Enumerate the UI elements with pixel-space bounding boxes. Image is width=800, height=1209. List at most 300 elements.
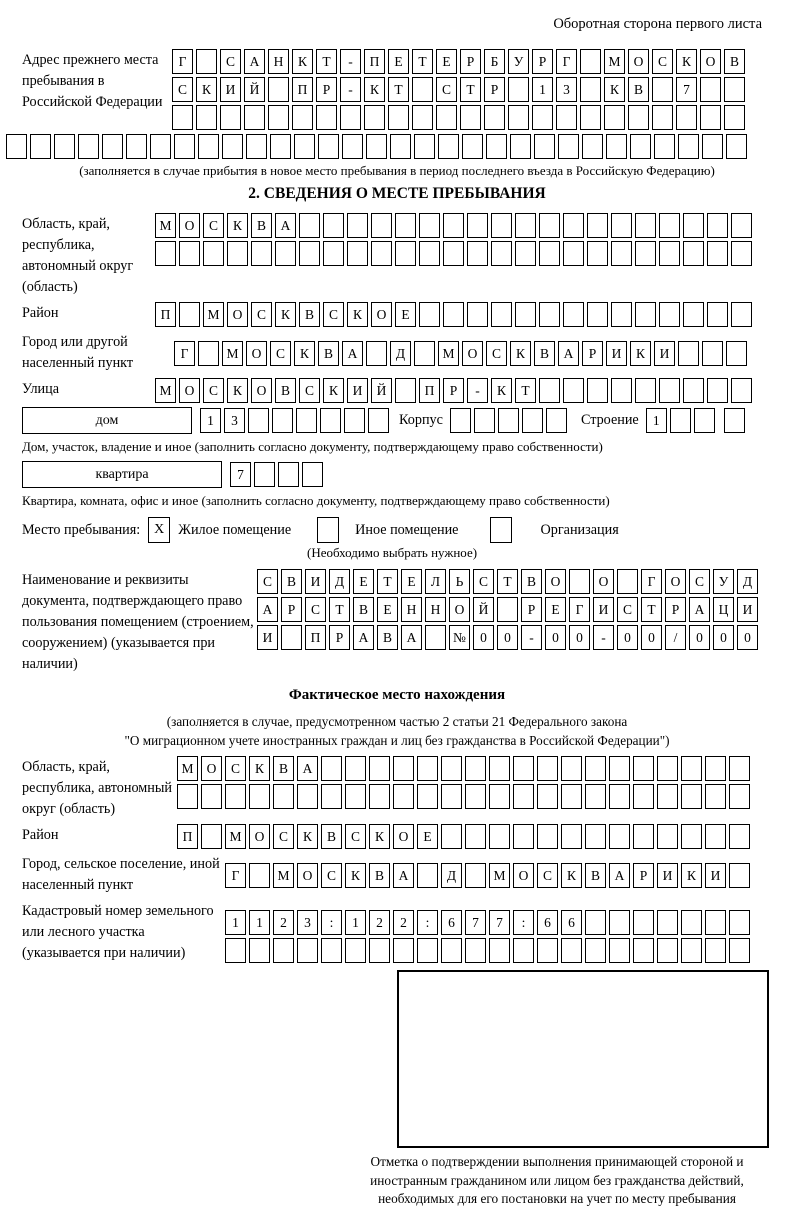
char-cell: [443, 213, 464, 238]
char-cell: [556, 105, 577, 130]
char-cell: [513, 784, 534, 809]
char-cell: [510, 134, 531, 159]
char-cell: [244, 105, 265, 130]
document-row1: [257, 569, 758, 594]
char-cell: [395, 378, 416, 403]
char-cell: [678, 341, 699, 366]
char-cell: Е: [395, 302, 416, 327]
char-cell: С: [537, 863, 558, 888]
char-cell: [724, 105, 745, 130]
option-organization-label: Организация: [540, 521, 619, 538]
char-cell: М: [273, 863, 294, 888]
char-cell: [441, 784, 462, 809]
char-cell: [489, 756, 510, 781]
char-cell: [587, 213, 608, 238]
char-cell: С: [270, 341, 291, 366]
char-cell: П: [177, 824, 198, 849]
char-cell: П: [155, 302, 176, 327]
char-cell: [369, 938, 390, 963]
char-cell: Е: [401, 569, 422, 594]
char-cell: О: [393, 824, 414, 849]
char-cell: [465, 756, 486, 781]
char-cell: Б: [484, 49, 505, 74]
char-cell: [371, 241, 392, 266]
char-cell: [659, 378, 680, 403]
char-cell: [513, 938, 534, 963]
char-cell: [508, 77, 529, 102]
char-cell: [78, 134, 99, 159]
char-cell: [678, 134, 699, 159]
char-cell: М: [155, 378, 176, 403]
char-cell: 0: [617, 625, 638, 650]
char-cell: [635, 213, 656, 238]
char-cell: 1: [646, 408, 667, 433]
char-cell: [683, 213, 704, 238]
char-cell: [633, 938, 654, 963]
char-cell: С: [652, 49, 673, 74]
char-cell: [563, 213, 584, 238]
char-cell: -: [521, 625, 542, 650]
char-cell: [585, 784, 606, 809]
char-cell: И: [657, 863, 678, 888]
char-cell: [489, 938, 510, 963]
char-cell: [395, 241, 416, 266]
char-cell: Г: [569, 597, 590, 622]
char-cell: 7: [489, 910, 510, 935]
char-cell: [539, 213, 560, 238]
char-cell: А: [353, 625, 374, 650]
char-cell: [414, 134, 435, 159]
char-cell: Р: [443, 378, 464, 403]
char-cell: [393, 938, 414, 963]
char-cell: М: [604, 49, 625, 74]
char-cell: [705, 784, 726, 809]
char-cell: О: [179, 378, 200, 403]
char-cell: [441, 756, 462, 781]
char-cell: [694, 408, 715, 433]
char-cell: И: [705, 863, 726, 888]
char-cell: Т: [641, 597, 662, 622]
char-cell: [611, 378, 632, 403]
char-cell: [395, 213, 416, 238]
char-cell: [491, 241, 512, 266]
char-cell: -: [340, 77, 361, 102]
char-cell: [611, 213, 632, 238]
district-row: [155, 302, 752, 327]
char-cell: [681, 938, 702, 963]
document-row2: [257, 597, 758, 622]
char-cell: С: [172, 77, 193, 102]
char-cell: [155, 241, 176, 266]
char-cell: П: [419, 378, 440, 403]
house-widebox: дом: [22, 407, 192, 434]
char-cell: [465, 938, 486, 963]
char-cell: [417, 756, 438, 781]
char-cell: [417, 863, 438, 888]
char-cell: [633, 784, 654, 809]
prev-address-label: Адрес прежнего места пребывания в Российской Федерации: [22, 52, 163, 110]
char-cell: [561, 938, 582, 963]
char-cell: [417, 938, 438, 963]
char-cell: [585, 824, 606, 849]
char-cell: [198, 341, 219, 366]
char-cell: [628, 105, 649, 130]
char-cell: [537, 824, 558, 849]
char-cell: А: [558, 341, 579, 366]
char-cell: [299, 213, 320, 238]
char-cell: Г: [225, 863, 246, 888]
char-cell: [585, 938, 606, 963]
char-cell: [323, 241, 344, 266]
checkbox-other-premises: [317, 517, 339, 543]
char-cell: [569, 569, 590, 594]
char-cell: М: [438, 341, 459, 366]
char-cell: [681, 910, 702, 935]
char-cell: [347, 213, 368, 238]
char-cell: Н: [425, 597, 446, 622]
char-cell: О: [251, 378, 272, 403]
char-cell: [465, 824, 486, 849]
char-cell: О: [513, 863, 534, 888]
char-cell: [635, 378, 656, 403]
char-cell: [342, 134, 363, 159]
section2-title: 2. СВЕДЕНИЯ О МЕСТЕ ПРЕБЫВАНИЯ: [248, 185, 546, 202]
char-cell: 0: [545, 625, 566, 650]
char-cell: Р: [665, 597, 686, 622]
field-city: [22, 331, 772, 374]
char-cell: [539, 302, 560, 327]
char-cell: 2: [393, 910, 414, 935]
char-cell: 3: [297, 910, 318, 935]
char-cell: П: [292, 77, 313, 102]
char-cell: К: [323, 378, 344, 403]
char-cell: [246, 134, 267, 159]
char-cell: Т: [460, 77, 481, 102]
char-cell: [683, 378, 704, 403]
apartment-note: Квартира, комната, офис и иное (заполнить согласно документу, подтверждающему право собственности): [22, 493, 610, 508]
prev-address-row2: [172, 77, 745, 102]
char-cell: В: [628, 77, 649, 102]
prev-address-grid: [172, 49, 745, 130]
char-cell: С: [323, 302, 344, 327]
char-cell: [254, 462, 275, 487]
char-cell: Т: [377, 569, 398, 594]
char-cell: С: [220, 49, 241, 74]
char-cell: 7: [676, 77, 697, 102]
region-label: Область, край, республика, автономный округ (область): [22, 216, 134, 295]
char-cell: [174, 134, 195, 159]
char-cell: Т: [412, 49, 433, 74]
char-cell: [297, 938, 318, 963]
char-cell: [515, 302, 536, 327]
char-cell: [268, 77, 289, 102]
char-cell: [537, 756, 558, 781]
char-cell: [225, 784, 246, 809]
char-cell: Г: [174, 341, 195, 366]
char-cell: [196, 49, 217, 74]
char-cell: В: [534, 341, 555, 366]
char-cell: [321, 938, 342, 963]
char-cell: О: [297, 863, 318, 888]
char-cell: [659, 241, 680, 266]
char-cell: Е: [388, 49, 409, 74]
char-cell: [630, 134, 651, 159]
city-label: Город или другой населенный пункт: [22, 334, 134, 371]
char-cell: О: [201, 756, 222, 781]
apartment-number-row: [230, 462, 323, 487]
char-cell: В: [585, 863, 606, 888]
stroenie-row: [646, 408, 715, 433]
char-cell: [467, 241, 488, 266]
char-cell: [561, 784, 582, 809]
char-cell: [294, 134, 315, 159]
char-cell: Р: [281, 597, 302, 622]
char-cell: [345, 784, 366, 809]
korpus-row: [450, 408, 567, 433]
char-cell: К: [510, 341, 531, 366]
char-cell: [345, 756, 366, 781]
char-cell: В: [299, 302, 320, 327]
char-cell: [681, 824, 702, 849]
char-cell: 2: [273, 910, 294, 935]
char-cell: [441, 824, 462, 849]
char-cell: [539, 241, 560, 266]
char-cell: [268, 105, 289, 130]
actual-region-grid: [177, 756, 750, 809]
char-cell: 6: [537, 910, 558, 935]
char-cell: [508, 105, 529, 130]
char-cell: Р: [460, 49, 481, 74]
char-cell: М: [222, 341, 243, 366]
char-cell: Р: [633, 863, 654, 888]
char-cell: [249, 863, 270, 888]
char-cell: В: [281, 569, 302, 594]
char-cell: А: [393, 863, 414, 888]
char-cell: К: [681, 863, 702, 888]
char-cell: И: [737, 597, 758, 622]
char-cell: И: [220, 77, 241, 102]
char-cell: Р: [484, 77, 505, 102]
char-cell: [489, 824, 510, 849]
char-cell: [222, 134, 243, 159]
char-cell: В: [724, 49, 745, 74]
actual-district-row: [177, 824, 750, 849]
field-stay-type: [22, 517, 772, 543]
char-cell: М: [155, 213, 176, 238]
char-cell: [249, 784, 270, 809]
char-cell: 0: [737, 625, 758, 650]
char-cell: [320, 408, 341, 433]
char-cell: [659, 302, 680, 327]
char-cell: [515, 213, 536, 238]
char-cell: [561, 824, 582, 849]
char-cell: [700, 77, 721, 102]
street-label: Улица: [22, 381, 60, 397]
char-cell: [670, 408, 691, 433]
char-cell: [561, 756, 582, 781]
char-cell: [302, 462, 323, 487]
char-cell: [438, 134, 459, 159]
char-cell: [609, 938, 630, 963]
char-cell: С: [251, 302, 272, 327]
char-cell: Ц: [713, 597, 734, 622]
char-cell: Г: [641, 569, 662, 594]
char-cell: [563, 302, 584, 327]
char-cell: [412, 105, 433, 130]
char-cell: Д: [329, 569, 350, 594]
char-cell: О: [249, 824, 270, 849]
char-cell: 3: [556, 77, 577, 102]
char-cell: [474, 408, 495, 433]
char-cell: [344, 408, 365, 433]
char-cell: М: [203, 302, 224, 327]
char-cell: [731, 302, 752, 327]
char-cell: [657, 938, 678, 963]
char-cell: [443, 302, 464, 327]
char-cell: [198, 134, 219, 159]
char-cell: [345, 938, 366, 963]
char-cell: О: [628, 49, 649, 74]
char-cell: [201, 824, 222, 849]
char-cell: [563, 378, 584, 403]
house-note: Дом, участок, владение и иное (заполнить согласно документу, подтверждающему право собственности): [22, 439, 603, 454]
char-cell: Т: [316, 49, 337, 74]
char-cell: 7: [230, 462, 251, 487]
document-row3: [257, 625, 758, 650]
char-cell: [340, 105, 361, 130]
char-cell: К: [196, 77, 217, 102]
char-cell: [657, 784, 678, 809]
region-row1: [155, 213, 752, 238]
char-cell: [681, 756, 702, 781]
actual-location-note-line1: (заполняется в случае, предусмотренном частью 2 статьи 21 Федерального закона: [166, 714, 628, 729]
actual-location-title: Фактическое место нахождения: [288, 687, 506, 703]
char-cell: [369, 784, 390, 809]
char-cell: [272, 408, 293, 433]
char-cell: Д: [390, 341, 411, 366]
char-cell: [292, 105, 313, 130]
char-cell: [126, 134, 147, 159]
char-cell: [368, 408, 389, 433]
char-cell: [729, 824, 750, 849]
region-grid: [155, 213, 752, 266]
korpus-label: Корпус: [399, 412, 443, 428]
char-cell: 6: [441, 910, 462, 935]
char-cell: [657, 824, 678, 849]
stroenie-extra-row: [724, 408, 745, 433]
field-actual-district: [22, 824, 772, 849]
char-cell: [419, 213, 440, 238]
char-cell: [486, 134, 507, 159]
char-cell: [172, 105, 193, 130]
char-cell: [683, 302, 704, 327]
char-cell: С: [225, 756, 246, 781]
char-cell: [425, 625, 446, 650]
char-cell: [729, 910, 750, 935]
char-cell: [467, 213, 488, 238]
char-cell: Р: [582, 341, 603, 366]
char-cell: [196, 105, 217, 130]
char-cell: Т: [497, 569, 518, 594]
char-cell: К: [364, 77, 385, 102]
field-document: [22, 569, 772, 675]
char-cell: В: [377, 625, 398, 650]
char-cell: [609, 784, 630, 809]
char-cell: [702, 134, 723, 159]
char-cell: П: [364, 49, 385, 74]
char-cell: [604, 105, 625, 130]
char-cell: К: [345, 863, 366, 888]
char-cell: [489, 784, 510, 809]
char-cell: Г: [556, 49, 577, 74]
char-cell: [681, 784, 702, 809]
char-cell: [731, 213, 752, 238]
char-cell: О: [462, 341, 483, 366]
option-other-premises-label: Иное помещение: [355, 521, 459, 538]
char-cell: В: [275, 378, 296, 403]
char-cell: [676, 105, 697, 130]
char-cell: 0: [641, 625, 662, 650]
char-cell: :: [417, 910, 438, 935]
char-cell: С: [617, 597, 638, 622]
char-cell: Й: [244, 77, 265, 102]
district-label: Район: [22, 305, 59, 321]
char-cell: А: [297, 756, 318, 781]
char-cell: [654, 134, 675, 159]
char-cell: 3: [224, 408, 245, 433]
char-cell: С: [321, 863, 342, 888]
prev-address-row4: [6, 134, 772, 159]
char-cell: [724, 408, 745, 433]
house-number-row: [200, 408, 389, 433]
char-cell: [657, 756, 678, 781]
char-cell: [497, 597, 518, 622]
char-cell: Е: [353, 569, 374, 594]
char-cell: Й: [473, 597, 494, 622]
field-region: [22, 213, 772, 298]
char-cell: [537, 938, 558, 963]
char-cell: [705, 910, 726, 935]
field-cadastral: [22, 900, 772, 964]
stamp-caption: Отметка о подтверждении выполнения принимающей стороной и иностранным гражданином или лицом без гражданства действий, необходимых для его постановки на учет по месту пребывания: [370, 1154, 744, 1206]
char-cell: А: [257, 597, 278, 622]
char-cell: [251, 241, 272, 266]
char-cell: [635, 241, 656, 266]
char-cell: К: [604, 77, 625, 102]
char-cell: [587, 302, 608, 327]
char-cell: [366, 341, 387, 366]
prev-address-row1: [172, 49, 745, 74]
document-label: Наименование и реквизиты документа, подтверждающего право пользования помещением (строением, сооружением) (указывается при наличии): [22, 572, 254, 672]
char-cell: [318, 134, 339, 159]
char-cell: И: [606, 341, 627, 366]
char-cell: [201, 784, 222, 809]
char-cell: №: [449, 625, 470, 650]
char-cell: М: [225, 824, 246, 849]
char-cell: [203, 241, 224, 266]
cadastral-grid: [225, 910, 750, 963]
char-cell: С: [486, 341, 507, 366]
char-cell: [731, 241, 752, 266]
char-cell: [587, 241, 608, 266]
char-cell: [364, 105, 385, 130]
char-cell: О: [593, 569, 614, 594]
char-cell: К: [561, 863, 582, 888]
char-cell: [316, 105, 337, 130]
page-side-header: Оборотная сторона первого листа: [553, 16, 762, 32]
char-cell: [102, 134, 123, 159]
char-cell: [652, 77, 673, 102]
